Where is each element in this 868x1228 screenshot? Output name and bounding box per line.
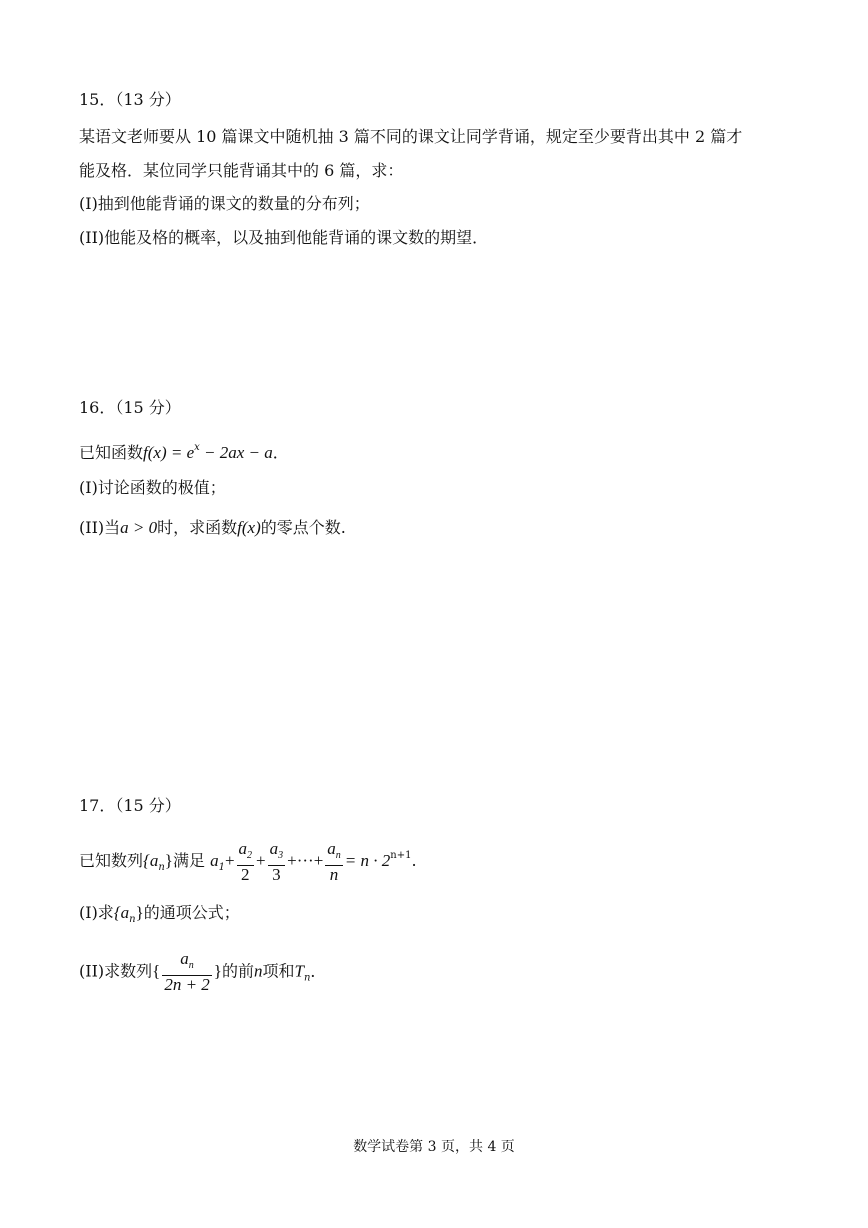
q17-stem [79, 836, 417, 884]
q17-rhs: = n · 2 [344, 851, 391, 870]
q16-part2-prefix: (II)当 [79, 518, 121, 537]
q17-dots: +···+ [287, 851, 324, 870]
q17-part2-brace-close: } [213, 961, 222, 981]
q17-fraction-an [325, 840, 343, 884]
q17-a1: a [210, 851, 219, 870]
q17-part2-frac-num-sub: n [188, 960, 194, 971]
q17-f2-num-sub: 2 [247, 849, 253, 861]
q15-stem-line2: 能及格．某位同学只能背诵其中的 6 篇，求： [79, 161, 404, 180]
q17-plus-2: + [256, 851, 266, 870]
q17-f3-den: 3 [268, 865, 286, 884]
q17-part2-prefix: (II)求数列 [79, 961, 153, 981]
q17-seq-open: {a [143, 851, 159, 870]
q17-seq-sub: n [158, 862, 165, 873]
q15-stem-line1: 某语文老师要从 10 篇课文中随机抽 3 篇不同的课文让同学背诵，规定至少要背出其中 2 篇才 [79, 127, 743, 146]
q16-stem [79, 438, 289, 463]
q17-plus-1: + [224, 851, 235, 870]
q17-part1-seq-open: {a [113, 903, 130, 922]
q17-part1 [79, 903, 240, 930]
q16-part2-condition: a > 0 [120, 518, 158, 537]
q17-f3-num-sub: 3 [278, 849, 284, 861]
q17-a1-sub: 1 [218, 862, 225, 873]
q17-fraction-a2 [237, 840, 255, 884]
q17-part2-frac-den: 2n + 2 [164, 975, 210, 994]
q16-formula-rhs: − 2ax − a [199, 443, 273, 462]
q17-rhs-exp: n+1 [390, 850, 412, 861]
q16-part2-suffix: 的零点个数. [260, 518, 346, 537]
q17-part2-T: T [294, 961, 304, 981]
q16-stem-suffix: ． [272, 443, 289, 462]
q17-stem-mid: 满足 [172, 851, 205, 870]
q16-part2 [79, 518, 346, 538]
q17-part2-brace-open: { [152, 961, 161, 981]
q17-fn-num-sub: n [335, 849, 341, 861]
q17-part1-seq-close: } [135, 903, 144, 922]
q17-part1-prefix: (I)求 [79, 903, 114, 922]
q17-f2-den: 2 [237, 865, 255, 884]
q17-fn-den: n [325, 865, 343, 884]
q16-formula-exp: x [194, 442, 200, 453]
q17-stem-prefix: 已知数列 [79, 851, 144, 870]
q15-part2: (II)他能及格的概率，以及抽到他能背诵的课文数的期望． [79, 228, 489, 247]
q17-part2-T-sub: n [303, 972, 311, 984]
q16-formula-lhs: f(x) = e [143, 443, 195, 462]
q16-part2-mid: 时，求函数 [157, 518, 238, 537]
q17-part2-suffix: ． [310, 961, 327, 981]
q15-header: 15．（13 分） [79, 90, 181, 109]
q17-part1-suffix: 的通项公式； [143, 903, 240, 922]
q17-fraction-a3 [268, 840, 286, 884]
q17-part1-seq-sub: n [129, 914, 136, 925]
q15-part1: (I)抽到他能背诵的课文的数量的分布列； [79, 194, 370, 213]
q17-stem-suffix: . [411, 851, 417, 870]
q16-header: 16．（15 分） [79, 398, 181, 417]
q17-f3-num: a [269, 838, 279, 858]
q17-part2-mid: 的前 [221, 961, 254, 981]
q17-part2-fraction [162, 950, 211, 994]
q17-header: 17．（15 分） [79, 796, 181, 815]
q17-f2-num: a [238, 838, 248, 858]
q17-fn-num: a [327, 838, 336, 858]
q16-part1: (I)讨论函数的极值； [79, 478, 226, 497]
q17-part2-mid2: 项和 [262, 961, 295, 981]
q17-part2-frac-num: a [180, 949, 189, 968]
q17-part2 [79, 950, 326, 994]
q17-part2-n: n [253, 961, 263, 981]
q17-seq-close: } [164, 851, 173, 870]
q16-part2-function: f(x) [237, 518, 261, 537]
q16-stem-prefix: 已知函数 [79, 443, 144, 462]
page-footer: 数学试卷第 3 页，共 4 页 [353, 1139, 515, 1155]
